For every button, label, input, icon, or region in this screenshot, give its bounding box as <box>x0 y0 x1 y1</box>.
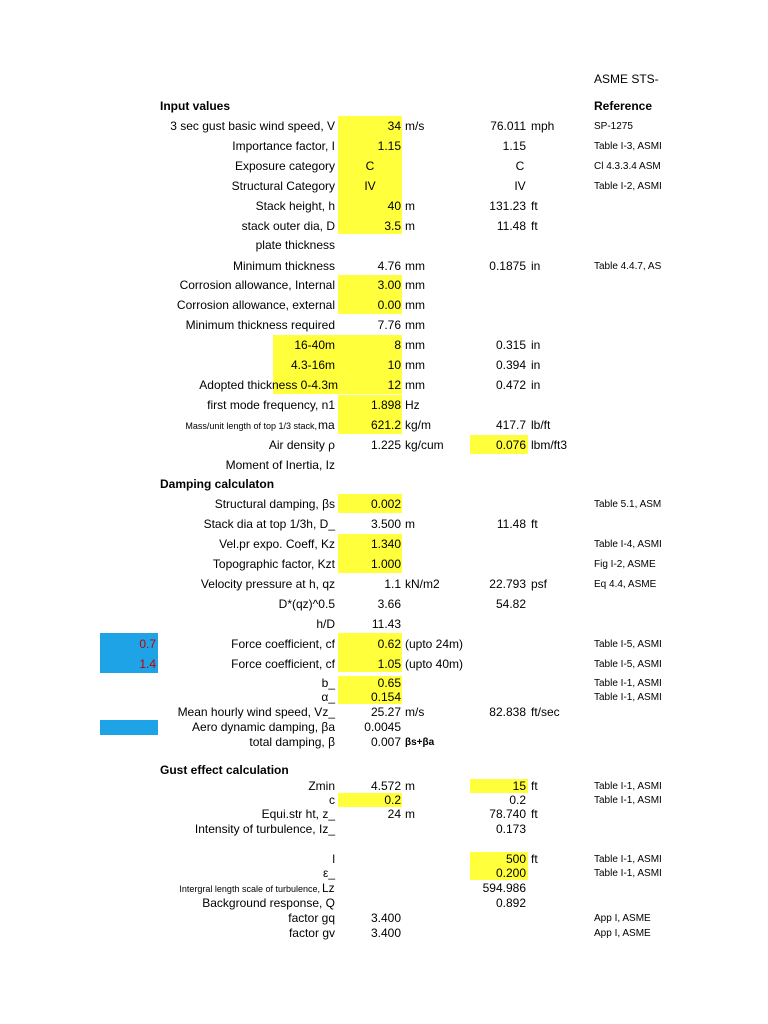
ref-kzt: Fig I-2, ASME <box>594 559 656 570</box>
alt-unit-zmin: ft <box>531 779 538 793</box>
value-exposure: C <box>365 159 375 173</box>
alt-value-importance: 1.15 <box>502 139 526 153</box>
unit-zmin: m <box>405 779 415 793</box>
value-abar: 0.154 <box>370 690 401 704</box>
value-gv: 3.400 <box>370 926 401 940</box>
alt-unit-vz: ft/sec <box>531 705 560 719</box>
ref-importance: Table I-3, ASMI <box>594 141 662 152</box>
label-corr-int: Corrosion allowance, Internal <box>179 278 335 292</box>
alt-unit-qz: psf <box>531 577 548 591</box>
value-t3: 12 <box>387 378 401 392</box>
alt-value-lz: 594.986 <box>482 881 526 895</box>
value-dqz: 3.66 <box>377 597 401 611</box>
alt-unit-t2: in <box>531 358 541 372</box>
unit-stackdia: m <box>405 517 415 531</box>
ref-gq: App I, ASME <box>594 913 651 924</box>
alt-value-minthk: 0.1875 <box>489 259 526 273</box>
ref-zmin: Table I-1, ASMI <box>594 781 662 792</box>
side-value-cf2: 1.4 <box>139 657 156 671</box>
label-mass-end: ma <box>318 418 335 432</box>
section-input-values: Input values <box>160 99 231 113</box>
section-gust: Gust effect calculation <box>160 763 289 777</box>
value-height: 40 <box>387 199 401 213</box>
label-qz: Velocity pressure at h, qz <box>200 577 335 591</box>
value-hd: 11.43 <box>371 617 401 631</box>
value-corr-int: 3.00 <box>377 278 401 292</box>
alt-value-dqz: 54.82 <box>495 597 526 611</box>
value-total: 0.007 <box>370 735 401 749</box>
alt-unit-equi: ft <box>531 807 538 821</box>
label-cf1: Force coefficient, cf <box>231 637 335 651</box>
label-t3-a: Adopted thick <box>199 378 272 392</box>
unit-t2: mm <box>405 358 425 372</box>
value-aero: 0.0045 <box>364 720 401 734</box>
alt-unit-dia: ft <box>531 219 538 233</box>
label-dia: stack outer dia, D <box>241 219 335 233</box>
label-minreq: Minimum thickness required <box>185 318 335 332</box>
unit-total: βs+βa <box>405 737 435 748</box>
ref-gv: App I, ASME <box>594 928 651 939</box>
alt-unit-minthk: in <box>531 259 541 273</box>
label-total: total damping, β <box>249 735 335 749</box>
alt-value-q: 0.892 <box>495 896 526 910</box>
alt-value-t1: 0.315 <box>495 338 526 352</box>
label-air: Air density ρ <box>268 438 335 452</box>
alt-unit-t1: in <box>531 338 541 352</box>
alt-value-c: 0.2 <box>509 793 526 807</box>
alt-unit-wind: mph <box>531 119 555 133</box>
unit-t1: mm <box>405 338 425 352</box>
alt-value-wind: 76.011 <box>490 119 526 133</box>
label-structural: Structural Category <box>231 179 335 193</box>
value-kzt: 1.000 <box>370 557 401 571</box>
value-bbar: 0.65 <box>377 676 401 690</box>
alt-value-zmin: 15 <box>512 779 526 793</box>
alt-value-equi: 78.740 <box>489 807 526 821</box>
alt-unit-air: lbm/ft3 <box>531 438 568 452</box>
label-corr-ext: Corrosion allowance, external <box>176 298 335 312</box>
label-moi: Moment of Inertia, Iz <box>225 458 335 472</box>
alt-unit-l: ft <box>531 852 538 866</box>
alt-value-structural: IV <box>514 179 526 193</box>
label-eps: ε_ <box>322 866 335 880</box>
value-minreq: 7.76 <box>377 318 401 332</box>
label-freq: first mode frequency, n1 <box>207 398 335 412</box>
ref-qz: Eq 4.4, ASME <box>594 579 657 590</box>
label-t3-b: ness 0-4.3m <box>272 378 339 392</box>
value-corr-ext: 0.00 <box>377 298 401 312</box>
label-vz: Mean hourly wind speed, Vz_ <box>177 705 335 719</box>
ref-cf1: Table I-5, ASMI <box>594 639 662 650</box>
label-t2: 4.3-16m <box>290 358 335 372</box>
unit-corr-ext: mm <box>405 298 425 312</box>
ref-c: Table I-1, ASMI <box>594 795 662 806</box>
unit-minthk: mm <box>405 259 425 273</box>
blue-side-aero <box>100 720 158 735</box>
value-vz: 25.27 <box>370 705 401 719</box>
label-hd: h/D <box>316 617 335 631</box>
label-aero: Aero dynamic damping, βa <box>192 720 335 734</box>
label-iz: Intensity of turbulence, Iz_ <box>194 822 335 836</box>
alt-value-stackdia: 11.48 <box>496 517 526 531</box>
alt-value-exposure: C <box>515 159 525 173</box>
section-damping: Damping calculaton <box>160 477 275 491</box>
value-gq: 3.400 <box>370 911 401 925</box>
label-lz-end: Lz <box>322 881 335 895</box>
alt-value-air: 0.076 <box>495 438 526 452</box>
unit-height: m <box>405 199 415 213</box>
value-kz: 1.340 <box>370 537 401 551</box>
label-l: l <box>332 852 335 866</box>
ref-bbar: Table I-1, ASMI <box>594 678 662 689</box>
label-bbar: b_ <box>321 676 335 690</box>
label-exposure: Exposure category <box>234 159 335 173</box>
label-plate: plate thickness <box>255 238 335 252</box>
value-minthk: 4.76 <box>377 259 401 273</box>
label-kz: Vel.pr expo. Coeff, Kz <box>219 537 335 551</box>
alt-unit-height: ft <box>531 199 538 213</box>
label-wind: 3 sec gust basic wind speed, V <box>170 119 335 133</box>
value-air: 1.225 <box>370 438 401 452</box>
alt-unit-mass: lb/ft <box>531 418 551 432</box>
label-height: Stack height, h <box>255 199 335 213</box>
label-equi: Equi.str ht, z_ <box>261 807 335 821</box>
value-sdamp: 0.002 <box>370 497 401 511</box>
label-mass: Mass/unit length of top 1/3 stack, <box>185 421 317 431</box>
label-importance: Importance factor, I <box>232 139 335 153</box>
label-cf2: Force coefficient, cf <box>231 657 335 671</box>
side-value-cf1: 0.7 <box>139 637 156 651</box>
ref-structural: Table I-2, ASMI <box>594 181 662 192</box>
unit-qz: kN/m2 <box>405 577 440 591</box>
value-stackdia: 3.500 <box>370 517 401 531</box>
alt-value-qz: 22.793 <box>489 577 526 591</box>
label-kzt: Topographic factor, Kzt <box>212 557 335 571</box>
label-zmin: Zmin <box>308 779 335 793</box>
unit-equi: m <box>405 807 415 821</box>
ref-kz: Table I-4, ASMI <box>594 539 662 550</box>
label-gq: factor gq <box>288 911 335 925</box>
label-t1: 16-40m <box>294 338 335 352</box>
unit-freq: Hz <box>405 398 420 412</box>
unit-t3: mm <box>405 378 425 392</box>
value-dia: 3.5 <box>384 219 401 233</box>
unit-air: kg/cum <box>405 438 444 452</box>
section-reference: Reference <box>594 99 653 113</box>
label-sdamp: Structural damping, βs <box>214 497 335 511</box>
value-mass: 621.2 <box>370 418 401 432</box>
unit-mass: kg/m <box>405 418 432 432</box>
value-qz: 1.1 <box>384 577 401 591</box>
unit-vz: m/s <box>405 705 425 719</box>
label-gv: factor gv <box>288 926 335 940</box>
ref-exposure: Cl 4.3.3.4 ASM <box>594 161 661 172</box>
ref-cf2: Table I-5, ASMI <box>594 659 662 670</box>
unit-minreq: mm <box>405 318 425 332</box>
ref-eps: Table I-1, ASMI <box>594 868 662 879</box>
alt-value-t3: 0.472 <box>495 378 526 392</box>
label-c: c <box>329 793 335 807</box>
value-cf1: 0.62 <box>377 637 401 651</box>
ref-sdamp: Table 5.1, ASM <box>594 499 662 510</box>
alt-unit-t3: in <box>531 378 541 392</box>
value-zmin: 4.572 <box>370 779 401 793</box>
value-freq: 1.898 <box>370 398 401 412</box>
value-t2: 10 <box>387 358 401 372</box>
value-t1: 8 <box>394 338 401 352</box>
unit-cf2: (upto 40m) <box>405 657 464 671</box>
alt-unit-stackdia: ft <box>531 517 538 531</box>
unit-corr-int: mm <box>405 278 425 292</box>
value-wind: 34 <box>387 119 401 133</box>
label-lz: Intergral length scale of turbulence, <box>179 884 320 894</box>
label-dqz: D*(qz)^0.5 <box>278 597 335 611</box>
highlight-input-block <box>338 116 402 234</box>
value-c: 0.2 <box>384 793 401 807</box>
value-equi: 24 <box>387 807 401 821</box>
alt-value-mass: 417.7 <box>495 418 526 432</box>
ref-minthk: Table 4.4.7, AS <box>594 261 662 272</box>
alt-value-iz: 0.173 <box>495 822 526 836</box>
unit-wind: m/s <box>405 119 425 133</box>
label-abar: α_ <box>321 690 335 704</box>
unit-cf1: (upto 24m) <box>405 637 464 651</box>
label-minthk: Minimum thickness <box>232 259 335 273</box>
alt-value-l: 500 <box>505 852 526 866</box>
value-structural: IV <box>364 179 376 193</box>
value-cf2: 1.05 <box>377 657 401 671</box>
alt-value-vz: 82.838 <box>489 705 526 719</box>
alt-value-height: 131.23 <box>489 199 526 213</box>
ref-wind: SP-1275 <box>594 121 633 132</box>
sheet-title: ASME STS- <box>594 72 659 86</box>
ref-l: Table I-1, ASMI <box>594 854 662 865</box>
label-q: Background response, Q <box>202 896 335 910</box>
value-importance: 1.15 <box>377 139 401 153</box>
alt-value-dia: 11.48 <box>496 219 526 233</box>
alt-value-eps: 0.200 <box>495 866 526 880</box>
alt-value-t2: 0.394 <box>495 358 526 372</box>
ref-abar: Table I-1, ASMI <box>594 692 662 703</box>
label-stackdia: Stack dia at top 1/3h, D_ <box>203 517 335 531</box>
unit-dia: m <box>405 219 415 233</box>
